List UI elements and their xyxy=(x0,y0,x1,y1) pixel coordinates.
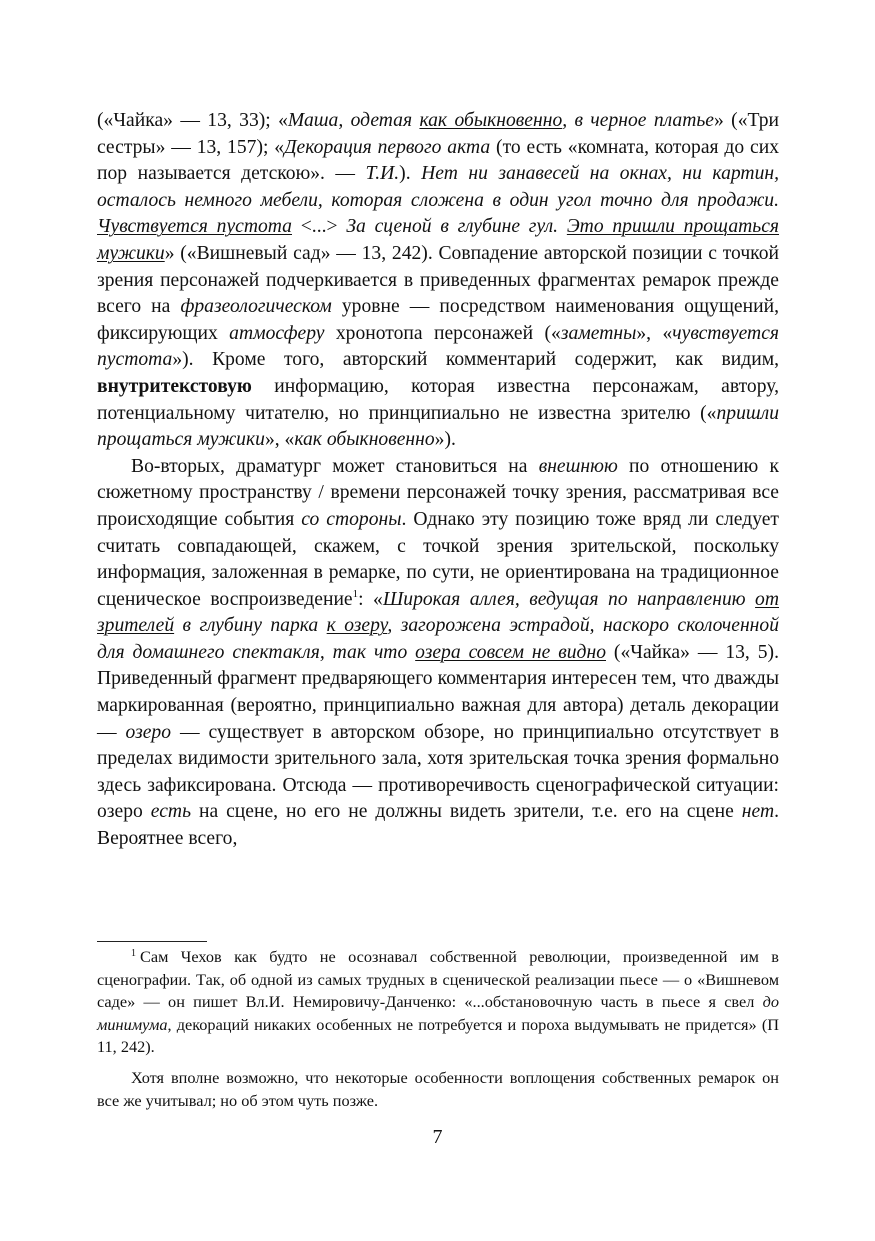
italic-quote: в глубину парка xyxy=(174,615,327,637)
text-run: »). Кроме того, авторский комментарий содержит, как видим, xyxy=(172,349,779,371)
text-run: Хотя вполне возможно, что некоторые особенности воплощения собственных ремарок он все же учитывал; но об этом чуть позже. xyxy=(97,1067,779,1110)
paragraph-2 xyxy=(97,454,779,853)
italic-quote: Нет ни занавесей на окнах, ни картин, осталось немного мебели, которая сложена в один угол точно для продажи. xyxy=(97,163,779,211)
text-run: Во-вторых, драматург может становиться на xyxy=(131,455,539,477)
footnote-divider xyxy=(97,941,207,942)
italic-quote: Декорация первого акта xyxy=(284,136,491,158)
italic-quote: , загорожена эстрадой, наскоро сколоченной для домашнего спектакля, так что xyxy=(97,615,779,663)
text-run: — существует в авторском обзоре, но принципиально отсутствует в пределах видимости зрительного зала, хотя зрительская точка зрения формально здесь зафиксирована. Отсюда — противоречивость сценографической ситуации: озеро xyxy=(97,721,779,823)
text-run: : « xyxy=(358,588,383,610)
italic-term: озеро xyxy=(125,721,172,743)
bold-term: внутритекстовую xyxy=(97,375,252,397)
text-run: <...> xyxy=(291,216,347,238)
italic-initials: Т.И. xyxy=(365,163,400,185)
italic-term: есть xyxy=(150,801,191,823)
main-text xyxy=(97,108,779,853)
italic-quote: до минимума xyxy=(97,992,779,1034)
text-run: информацию, которая известна персонажам, автору, потенциальному читателю, но принципиально не известна зрителю (« xyxy=(97,375,779,424)
underlined-quote: Это пришли прощаться мужики xyxy=(97,216,780,264)
underlined-quote: к озеру xyxy=(326,615,388,637)
footnote-reference[interactable]: 1 xyxy=(352,587,359,600)
italic-term: внешнюю xyxy=(538,455,618,477)
text-run: , декораций никаких особенных не потребуется и пороха выдумывать не придется» (П 11, 242). xyxy=(97,1014,779,1057)
italic-quote: пришли прощаться мужики xyxy=(97,402,779,451)
underlined-quote: Чувствуется пустота xyxy=(97,216,292,238)
text-run: по отношению к сюжетному пространству / времени персонажей точку зрения, рассматривая все происходящие события xyxy=(97,455,780,530)
text-run: », « xyxy=(636,322,673,344)
footnotes xyxy=(97,946,779,1112)
text-run: . Вероятнее всего, xyxy=(97,801,780,850)
text-run: уровне — посредством наименования ощущений, фиксирующих xyxy=(97,296,779,344)
text-run: », « xyxy=(264,429,295,451)
footnote-1 xyxy=(97,946,779,1059)
text-run: (то есть «комната, которая до сих пор называется детскою». — xyxy=(97,136,780,185)
page-number: 7 xyxy=(432,1126,443,1148)
text-run: хронотопа персонажей (« xyxy=(324,322,561,344)
text-run: («Чайка» — 13, 33); « xyxy=(97,110,288,131)
italic-term: атмосферу xyxy=(229,322,325,344)
italic-quote: Широкая аллея, ведущая по направлению xyxy=(382,588,756,610)
text-run: («Чайка» — 13, 5). Приведенный фрагмент предваряющего комментария интересен тем, что дважды маркированная (вероятно, принципиально важная для автора) деталь декорации — xyxy=(97,641,779,743)
underlined-quote: от зрителей xyxy=(97,588,779,637)
underlined-quote: как обыкновенно xyxy=(419,110,563,131)
italic-term: заметны xyxy=(560,322,637,344)
text-run: на сцене, но его не должны видеть зрители, т.е. его на сцене xyxy=(191,801,742,823)
italic-term: фразеологическом xyxy=(180,296,332,318)
text-run: Сам Чехов как будто не осознавал собственной революции, произведенной им в сценографии. Так, об одной из самых трудных в сценической реализации пьесе — о «Вишневом саде» — он пишет Вл.И. Немировичу-Данченко: «...обстановочную часть в пьесе я свел xyxy=(97,947,779,1012)
italic-term: нет xyxy=(741,801,775,823)
text-run: »). xyxy=(434,429,456,451)
italic-term: со стороны xyxy=(301,508,402,530)
footnote-1-continuation xyxy=(97,1067,779,1112)
paragraph-1 xyxy=(97,108,779,454)
text-run: . Однако эту позицию тоже вряд ли следует считать совпадающей, скажем, с точкой зрения зрительской, поскольку информация, заложенная в ремарке, по сути, не ориентирована на традиционное сценическое воспроизведение xyxy=(97,508,779,610)
footnote-marker: 1 xyxy=(131,948,136,959)
italic-quote: Маша, одетая xyxy=(287,110,420,131)
italic-quote: как обыкновенно xyxy=(294,429,435,451)
italic-term: чувствуется пустота xyxy=(97,322,780,371)
text-run: » («Вишневый сад» — 13, 242). Совпадение авторской позиции с точкой зрения персонажей подчеркивается в приведенных фрагментах ремарок прежде всего на xyxy=(97,242,779,318)
text-run: ). xyxy=(399,163,422,185)
text-run: » («Три сестры» — 13, 157); « xyxy=(97,110,780,158)
italic-quote: , в черное платье xyxy=(562,110,714,131)
underlined-quote: озера совсем не видно xyxy=(415,641,606,663)
italic-quote: За сценой в глубине гул. xyxy=(346,216,567,238)
